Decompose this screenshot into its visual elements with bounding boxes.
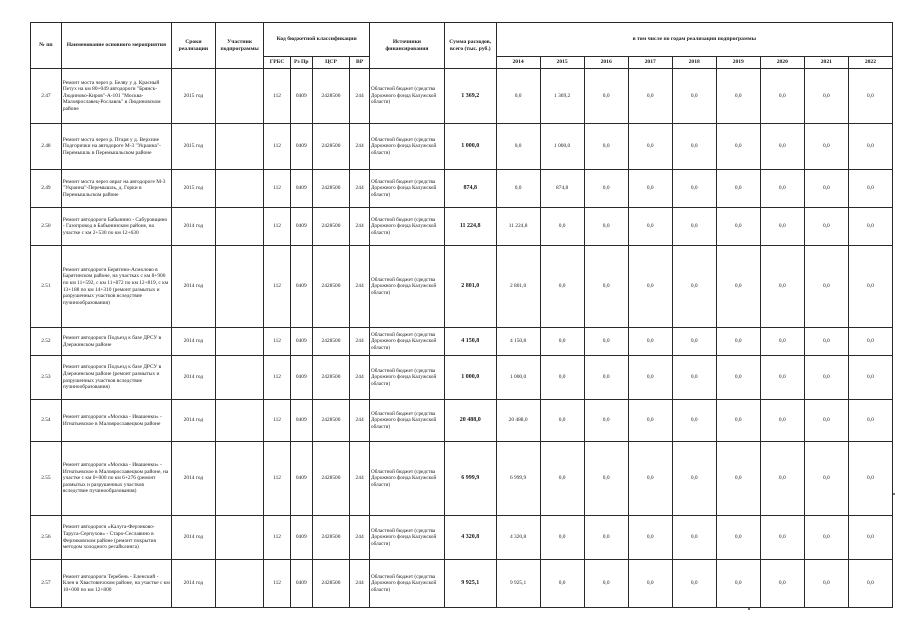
row-year-value: 0,0	[540, 208, 584, 246]
row-grbs: 112	[264, 560, 290, 608]
row-year-value: 0,0	[848, 356, 892, 400]
row-year-value: 0,0	[716, 69, 760, 124]
row-year-value: 0,0	[848, 69, 892, 124]
row-year-value: 0,0	[848, 400, 892, 442]
row-total: 1 369,2	[444, 69, 496, 124]
col-header-year-2020: 2020	[760, 57, 804, 69]
row-term: 2014 год	[171, 356, 215, 400]
row-term: 2014 год	[171, 442, 215, 516]
row-vr: 244	[350, 516, 370, 560]
row-participant	[215, 170, 263, 208]
row-year-value: 1 369,2	[540, 69, 584, 124]
row-year-value: 4 320,8	[496, 516, 540, 560]
row-year-value: 0,0	[716, 560, 760, 608]
row-year-value: 0,0	[584, 328, 628, 356]
row-year-value: 0,0	[716, 170, 760, 208]
col-header-year-2019: 2019	[716, 57, 760, 69]
row-term: 2014 год	[171, 328, 215, 356]
row-participant	[215, 516, 263, 560]
row-grbs: 112	[264, 246, 290, 328]
col-header-csr: ЦСР	[312, 57, 349, 69]
row-year-value: 0,0	[848, 328, 892, 356]
document-sheet	[30, 22, 895, 612]
row-year-value: 0,0	[628, 69, 672, 124]
row-year-value: 0,0	[628, 208, 672, 246]
row-year-value: 0,0	[672, 400, 716, 442]
row-source: Областной бюджет (средства Дорожного фонда Калужской области)	[370, 208, 445, 246]
col-header-kbk: Код бюджетной классификации	[264, 23, 370, 57]
row-rzpr: 0409	[290, 124, 312, 170]
table-row	[31, 442, 893, 516]
row-year-value: 0,0	[760, 170, 804, 208]
row-year-value: 0,0	[848, 170, 892, 208]
scan-speck	[748, 608, 750, 610]
row-year-value: 11 224,8	[496, 208, 540, 246]
row-year-value: 0,0	[760, 560, 804, 608]
row-num: 2.52	[31, 328, 62, 356]
row-source: Областной бюджет (средства Дорожного фонда Калужской области)	[370, 516, 445, 560]
row-year-value: 9 925,1	[496, 560, 540, 608]
row-num: 2.47	[31, 69, 62, 124]
row-csr: 2428500	[312, 69, 349, 124]
row-term: 2015 год	[171, 124, 215, 170]
row-year-value: 0,0	[672, 442, 716, 516]
row-year-value: 0,0	[628, 400, 672, 442]
row-year-value: 2 801,0	[496, 246, 540, 328]
row-year-value: 0,0	[848, 208, 892, 246]
row-grbs: 112	[264, 356, 290, 400]
row-year-value: 6 999,9	[496, 442, 540, 516]
row-year-value: 0,0	[496, 69, 540, 124]
row-year-value: 0,0	[540, 442, 584, 516]
row-name: Ремонт автодороги Бабынино - Сабуровщино - Газопровод в Бабынинском районе, на участке с км 2+530 по км 12+630	[61, 208, 171, 246]
row-year-value: 0,0	[804, 69, 848, 124]
row-source: Областной бюджет (средства Дорожного фонда Калужской области)	[370, 400, 445, 442]
row-total: 874,8	[444, 170, 496, 208]
col-header-name: Наименование основного мероприятия	[61, 23, 171, 69]
col-header-year-2014: 2014	[496, 57, 540, 69]
row-year-value: 0,0	[804, 170, 848, 208]
row-participant	[215, 356, 263, 400]
row-year-value: 0,0	[584, 442, 628, 516]
row-year-value: 0,0	[672, 170, 716, 208]
row-total: 2 801,0	[444, 246, 496, 328]
row-year-value: 0,0	[628, 356, 672, 400]
row-year-value: 0,0	[804, 516, 848, 560]
row-year-value: 0,0	[672, 516, 716, 560]
row-total: 1 000,0	[444, 356, 496, 400]
row-source: Областной бюджет (средства Дорожного фонда Калужской области)	[370, 356, 445, 400]
row-num: 2.48	[31, 124, 62, 170]
row-year-value: 0,0	[628, 328, 672, 356]
row-num: 2.53	[31, 356, 62, 400]
row-grbs: 112	[264, 170, 290, 208]
row-rzpr: 0409	[290, 208, 312, 246]
row-year-value: 0,0	[848, 124, 892, 170]
row-participant	[215, 208, 263, 246]
table-row	[31, 246, 893, 328]
row-total: 1 000,0	[444, 124, 496, 170]
row-csr: 2428500	[312, 124, 349, 170]
row-year-value: 0,0	[716, 400, 760, 442]
row-year-value: 0,0	[584, 69, 628, 124]
row-year-value: 0,0	[804, 328, 848, 356]
row-year-value: 0,0	[848, 560, 892, 608]
col-header-grbs: ГРБС	[264, 57, 290, 69]
row-year-value: 0,0	[804, 246, 848, 328]
row-source: Областной бюджет (средства Дорожного фонда Калужской области)	[370, 560, 445, 608]
table-body	[31, 69, 893, 608]
row-rzpr: 0409	[290, 170, 312, 208]
row-term: 2015 год	[171, 69, 215, 124]
row-participant	[215, 560, 263, 608]
col-header-rzpr: Рз Пр	[290, 57, 312, 69]
row-year-value: 0,0	[540, 246, 584, 328]
row-name: Ремонт автодороги Берятино-Асмолово в Барятинском районе, на участках с км 8+900 по км 11+592, с км 11+872 по км 12+819, с км 13+188 по км 14+310 (ремонт размытых и разрушенных участков вследствие пучинообразования)	[61, 246, 171, 328]
row-year-value: 0,0	[760, 328, 804, 356]
row-grbs: 112	[264, 69, 290, 124]
row-year-value: 0,0	[628, 516, 672, 560]
row-vr: 244	[350, 124, 370, 170]
row-term: 2014 год	[171, 560, 215, 608]
row-vr: 244	[350, 246, 370, 328]
row-name: Ремонт моста через овраг на автодороге М-3 "Украина"-Перемышль, д. Горки в Перемышльском районе	[61, 170, 171, 208]
row-grbs: 112	[264, 400, 290, 442]
row-year-value: 0,0	[584, 356, 628, 400]
table-row	[31, 560, 893, 608]
row-year-value: 0,0	[628, 124, 672, 170]
row-vr: 244	[350, 560, 370, 608]
row-csr: 2428500	[312, 560, 349, 608]
row-vr: 244	[350, 208, 370, 246]
col-header-participant: Участник подпрограммы	[215, 23, 263, 69]
row-year-value: 0,0	[760, 208, 804, 246]
row-year-value: 0,0	[672, 328, 716, 356]
row-year-value: 0,0	[716, 516, 760, 560]
row-year-value: 0,0	[804, 208, 848, 246]
row-participant	[215, 124, 263, 170]
row-year-value: 0,0	[584, 246, 628, 328]
row-csr: 2428500	[312, 516, 349, 560]
row-rzpr: 0409	[290, 516, 312, 560]
row-year-value: 874,8	[540, 170, 584, 208]
row-year-value: 0,0	[672, 69, 716, 124]
row-name: Ремонт автодороги «Калуга-Ферзиково-Таруса-Серпухов» - Старо-Сеславино в Ферзиковском районе (ремонт покрытия методом холодного ресайклинга)	[61, 516, 171, 560]
table-row	[31, 400, 893, 442]
row-year-value: 0,0	[716, 442, 760, 516]
row-year-value: 0,0	[540, 560, 584, 608]
row-grbs: 112	[264, 328, 290, 356]
row-year-value: 0,0	[760, 356, 804, 400]
row-year-value: 0,0	[760, 69, 804, 124]
row-participant	[215, 442, 263, 516]
row-term: 2014 год	[171, 246, 215, 328]
row-grbs: 112	[264, 124, 290, 170]
table-row	[31, 124, 893, 170]
row-year-value: 1 000,0	[496, 356, 540, 400]
row-year-value: 0,0	[716, 124, 760, 170]
row-year-value: 0,0	[716, 208, 760, 246]
row-csr: 2428500	[312, 170, 349, 208]
row-grbs: 112	[264, 516, 290, 560]
row-source: Областной бюджет (средства Дорожного фонда Калужской области)	[370, 328, 445, 356]
row-total: 4 320,8	[444, 516, 496, 560]
scan-speck	[893, 493, 895, 495]
col-header-source: Источники финансирования	[370, 23, 445, 69]
col-header-sum: Сумма расходов, всего (тыс. руб.)	[444, 23, 496, 69]
table-row	[31, 69, 893, 124]
row-source: Областной бюджет (средства Дорожного фонда Калужской области)	[370, 124, 445, 170]
row-participant	[215, 246, 263, 328]
row-vr: 244	[350, 356, 370, 400]
row-term: 2014 год	[171, 208, 215, 246]
row-num: 2.50	[31, 208, 62, 246]
table-row	[31, 208, 893, 246]
row-year-value: 0,0	[584, 516, 628, 560]
row-year-value: 0,0	[760, 124, 804, 170]
row-source: Областной бюджет (средства Дорожного фонда Калужской области)	[370, 69, 445, 124]
row-rzpr: 0409	[290, 560, 312, 608]
row-year-value: 0,0	[628, 246, 672, 328]
row-year-value: 0,0	[628, 170, 672, 208]
row-rzpr: 0409	[290, 69, 312, 124]
row-year-value: 0,0	[672, 124, 716, 170]
row-year-value: 0,0	[804, 560, 848, 608]
row-year-value: 0,0	[848, 246, 892, 328]
row-year-value: 0,0	[760, 516, 804, 560]
row-csr: 2428500	[312, 246, 349, 328]
row-total: 11 224,8	[444, 208, 496, 246]
row-participant	[215, 400, 263, 442]
row-year-value: 0,0	[848, 516, 892, 560]
row-source: Областной бюджет (средства Дорожного фонда Калужской области)	[370, 442, 445, 516]
row-year-value: 0,0	[672, 356, 716, 400]
row-csr: 2428500	[312, 328, 349, 356]
row-num: 2.57	[31, 560, 62, 608]
col-header-year-2015: 2015	[540, 57, 584, 69]
row-total: 6 999,9	[444, 442, 496, 516]
row-participant	[215, 69, 263, 124]
row-name: Ремонт автодороги «Москва - Ивашенки» - Игнатьевское в Малоярославецком районе	[61, 400, 171, 442]
row-year-value: 0,0	[760, 246, 804, 328]
row-year-value: 0,0	[804, 400, 848, 442]
col-header-num: № пп	[31, 23, 62, 69]
table-row	[31, 170, 893, 208]
program-table	[30, 22, 893, 608]
row-year-value: 0,0	[584, 208, 628, 246]
row-year-value: 0,0	[716, 246, 760, 328]
row-year-value: 0,0	[760, 400, 804, 442]
row-source: Областной бюджет (средства Дорожного фонда Калужской области)	[370, 170, 445, 208]
row-year-value: 0,0	[584, 400, 628, 442]
row-year-value: 0,0	[496, 170, 540, 208]
table-row	[31, 516, 893, 560]
row-num: 2.51	[31, 246, 62, 328]
row-csr: 2428500	[312, 356, 349, 400]
table-row	[31, 328, 893, 356]
row-year-value: 0,0	[848, 442, 892, 516]
row-vr: 244	[350, 328, 370, 356]
col-header-term: Сроки реализации	[171, 23, 215, 69]
row-num: 2.56	[31, 516, 62, 560]
row-year-value: 4 150,8	[496, 328, 540, 356]
row-term: 2014 год	[171, 516, 215, 560]
row-year-value: 0,0	[804, 356, 848, 400]
row-year-value: 0,0	[584, 124, 628, 170]
row-num: 2.54	[31, 400, 62, 442]
row-num: 2.55	[31, 442, 62, 516]
row-name: Ремонт автодороги Подъезд к базе ДРСУ в Дзержинском районе	[61, 328, 171, 356]
row-year-value: 0,0	[496, 124, 540, 170]
row-year-value: 0,0	[540, 328, 584, 356]
row-year-value: 0,0	[804, 442, 848, 516]
row-year-value: 0,0	[584, 170, 628, 208]
row-csr: 2428500	[312, 442, 349, 516]
col-header-year-2016: 2016	[584, 57, 628, 69]
row-year-value: 0,0	[716, 328, 760, 356]
row-total: 4 150,8	[444, 328, 496, 356]
row-year-value: 0,0	[672, 560, 716, 608]
table-row	[31, 356, 893, 400]
col-header-year-2022: 2022	[848, 57, 892, 69]
row-grbs: 112	[264, 208, 290, 246]
row-rzpr: 0409	[290, 246, 312, 328]
row-vr: 244	[350, 400, 370, 442]
row-year-value: 0,0	[628, 560, 672, 608]
col-header-year-2018: 2018	[672, 57, 716, 69]
row-term: 2014 год	[171, 400, 215, 442]
row-year-value: 20 488,0	[496, 400, 540, 442]
row-year-value: 0,0	[540, 400, 584, 442]
row-name: Ремонт автодороги Теребень - Еленский - Клен в Хвастовичском районе, на участке с км 10+000 по км 12+800	[61, 560, 171, 608]
row-rzpr: 0409	[290, 328, 312, 356]
row-vr: 244	[350, 442, 370, 516]
row-total: 20 488,0	[444, 400, 496, 442]
row-year-value: 1 000,0	[540, 124, 584, 170]
row-year-value: 0,0	[716, 356, 760, 400]
row-participant	[215, 328, 263, 356]
col-header-year-2021: 2021	[804, 57, 848, 69]
row-year-value: 0,0	[672, 208, 716, 246]
row-name: Ремонт моста через р. Птаря у д. Верхние Подгорички на автодороге М-3 "Украина"-Перемышль в Перемышльском районе	[61, 124, 171, 170]
row-year-value: 0,0	[584, 560, 628, 608]
row-name: Ремонт автодороги Подъезд к базе ДРСУ в Дзержинском районе (ремонт размытых и разрушенных участков вследствие пучинообразования)	[61, 356, 171, 400]
col-header-vr: ВР	[350, 57, 370, 69]
row-total: 9 925,1	[444, 560, 496, 608]
row-year-value: 0,0	[540, 356, 584, 400]
row-year-value: 0,0	[760, 442, 804, 516]
row-name: Ремонт автодороги «Москва - Ивашенки» - Игнатьевское в Малоярославецком районе, на участке с км 0+000 по км 6+276 (ремонт размытых и разрушенных участков вследствие пучинообразования)	[61, 442, 171, 516]
row-rzpr: 0409	[290, 442, 312, 516]
col-header-years-group: в том числе по годам реализации подпрограммы	[496, 23, 892, 57]
row-rzpr: 0409	[290, 400, 312, 442]
row-year-value: 0,0	[804, 124, 848, 170]
row-term: 2015 год	[171, 170, 215, 208]
row-vr: 244	[350, 69, 370, 124]
row-vr: 244	[350, 170, 370, 208]
row-num: 2.49	[31, 170, 62, 208]
row-rzpr: 0409	[290, 356, 312, 400]
row-csr: 2428500	[312, 400, 349, 442]
row-csr: 2428500	[312, 208, 349, 246]
row-year-value: 0,0	[628, 442, 672, 516]
row-year-value: 0,0	[672, 246, 716, 328]
row-source: Областной бюджет (средства Дорожного фонда Калужской области)	[370, 246, 445, 328]
row-grbs: 112	[264, 442, 290, 516]
row-name: Ремонт моста через р. Белву у д. Красный Петух на км 80+049 автодороги "Брянск-Людиново-Киров"-А-101 "Москва-Малоярославец-Рославль" в Людиновском районе	[61, 69, 171, 124]
row-year-value: 0,0	[540, 516, 584, 560]
col-header-year-2017: 2017	[628, 57, 672, 69]
